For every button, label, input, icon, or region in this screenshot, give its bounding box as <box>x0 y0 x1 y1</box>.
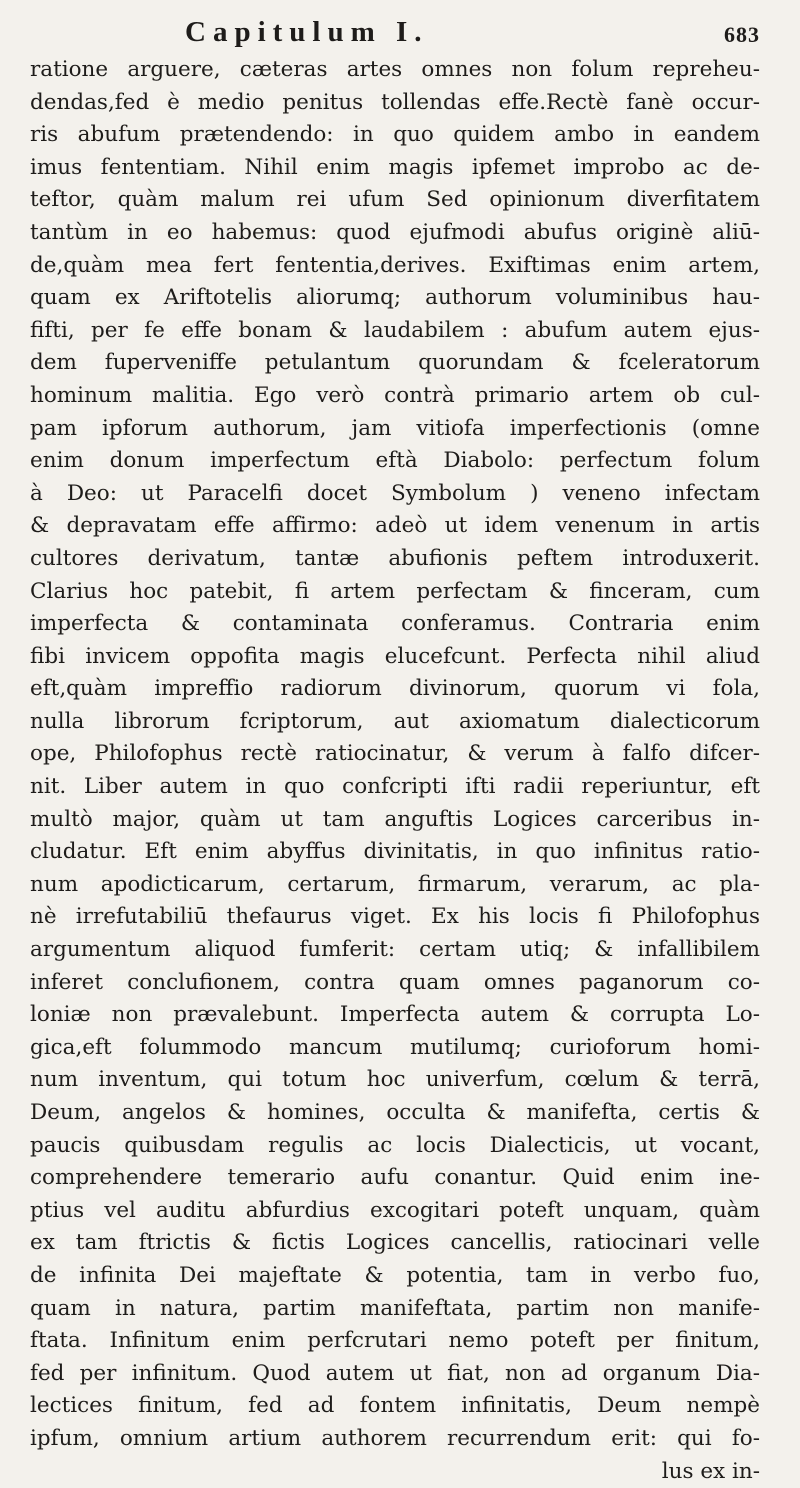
chapter-title: Capitulum I. <box>185 16 429 48</box>
text-line: argumentum aliquod fumferit: certam utiq; & infallibilem <box>30 937 760 963</box>
text-line: de,quàm mea fert fententia,derives. Exiftimas enim artem, <box>30 252 760 278</box>
text-line: ptius vel auditu abfurdius excogitari poteft unquam, quàm <box>30 1197 760 1223</box>
text-line: tantùm in eo habemus: quod ejufmodi abufus originè aliū- <box>30 219 760 245</box>
text-line: nit. Liber autem in quo confcripti ifti radii reperiuntur, eft <box>30 774 760 800</box>
text-line: num inventum, qui totum hoc univerfum, cœlum & terrā, <box>30 1067 760 1093</box>
text-line: fifti, per fe effe bonam & laudabilem : abufum autem ejus- <box>30 317 760 343</box>
text-line: imperfecta & contaminata conferamus. Contraria enim <box>30 611 760 637</box>
text-line: cludatur. Eft enim abyffus divinitatis, in quo infinitus ratio- <box>30 839 760 865</box>
text-line: num apodicticarum, certarum, firmarum, verarum, ac pla- <box>30 871 760 897</box>
text-line: Deum, angelos & homines, occulta & manifefta, certis & <box>30 1100 760 1125</box>
text-line: ex tam ftrictis & fictis Logices cancellis, ratiocinari velle <box>30 1230 760 1256</box>
text-line: ratione arguere, cæteras artes omnes non folum repreheu- <box>30 57 760 82</box>
text-line: imus fententiam. Nihil enim magis ipfemet improbo ac de- <box>30 154 760 180</box>
text-line: cultores derivatum, tantæ abufionis peftem introduxerit. <box>30 545 760 571</box>
text-line: pam ipforum authorum, jam vitiofa imperfectionis (omne <box>30 415 760 441</box>
text-line: dendas,fed è medio penitus tollendas effe.Rectè fanè occur- <box>30 89 760 115</box>
text-line: ope, Philofophus rectè ratiocinatur, & verum à falfo difcer- <box>30 741 760 767</box>
text-line: de infinita Dei majeftate & potentia, tam in verbo fuo, <box>30 1262 760 1288</box>
text-line: Clarius hoc patebit, fi artem perfectam & finceram, cum <box>30 578 760 604</box>
text-line: nulla librorum fcriptorum, aut axiomatum dialecticorum <box>30 708 760 734</box>
running-head <box>30 10 760 54</box>
text-line: fed per infinitum. Quod autem ut fiat, non ad organum Dia- <box>30 1360 760 1386</box>
text-line: lus ex in- <box>661 1458 760 1484</box>
text-line: quam ex Ariftotelis aliorumq; authorum voluminibus hau- <box>30 285 760 311</box>
text-line: ris abufum prætendendo: in quo quidem ambo in eandem <box>30 122 760 148</box>
text-line: & depravatam effe affirmo: adeò ut idem venenum in artis <box>30 513 760 539</box>
text-line: gica,eft folummodo mancum mutilumq; curioforum homi- <box>30 1034 760 1060</box>
text-line: enim donum imperfectum eftà Diabolo: perfectum folum <box>30 448 760 474</box>
body-text <box>30 54 760 1488</box>
text-line: eft,quàm impreffio radiorum divinorum, quorum vi fola, <box>30 676 760 702</box>
text-line: à Deo: ut Paracelfi docet Symbolum ) veneno infectam <box>30 480 760 506</box>
text-line: loniæ non prævalebunt. Imperfecta autem & corrupta Lo- <box>30 1002 760 1028</box>
text-line: fibi invicem oppofita magis elucefcunt. Perfecta nihil aliud <box>30 643 760 669</box>
text-line: paucis quibusdam regulis ac locis Dialecticis, ut vocant, <box>30 1132 760 1158</box>
text-line: lectices finitum, fed ad fontem infinitatis, Deum nempè <box>30 1393 760 1419</box>
text-line: nè irrefutabiliū thefaurus viget. Ex his locis fi Philofophus <box>30 904 760 930</box>
text-line: teftor, quàm malum rei ufum Sed opinionum diverfitatem <box>30 187 760 213</box>
text-line: ipfum, omnium artium authorem recurrendum erit: qui fo- <box>30 1425 760 1451</box>
page-number: 683 <box>724 22 760 47</box>
text-line: hominum malitia. Ego verò contrà primario artem ob cul- <box>30 382 760 408</box>
text-line: ftata. Infinitum enim perfcrutari nemo poteft per finitum, <box>30 1328 760 1354</box>
text-line: comprehendere temerario aufu conantur. Quid enim ine- <box>30 1165 760 1191</box>
text-line: multò major, quàm ut tam anguftis Logices carceribus in- <box>30 806 760 832</box>
text-line: inferet conclufionem, contra quam omnes paganorum co- <box>30 969 760 995</box>
text-line: dem fuperveniffe petulantum quorundam & fceleratorum <box>30 350 760 376</box>
text-line: quam in natura, partim manifeftata, partim non manife- <box>30 1295 760 1321</box>
